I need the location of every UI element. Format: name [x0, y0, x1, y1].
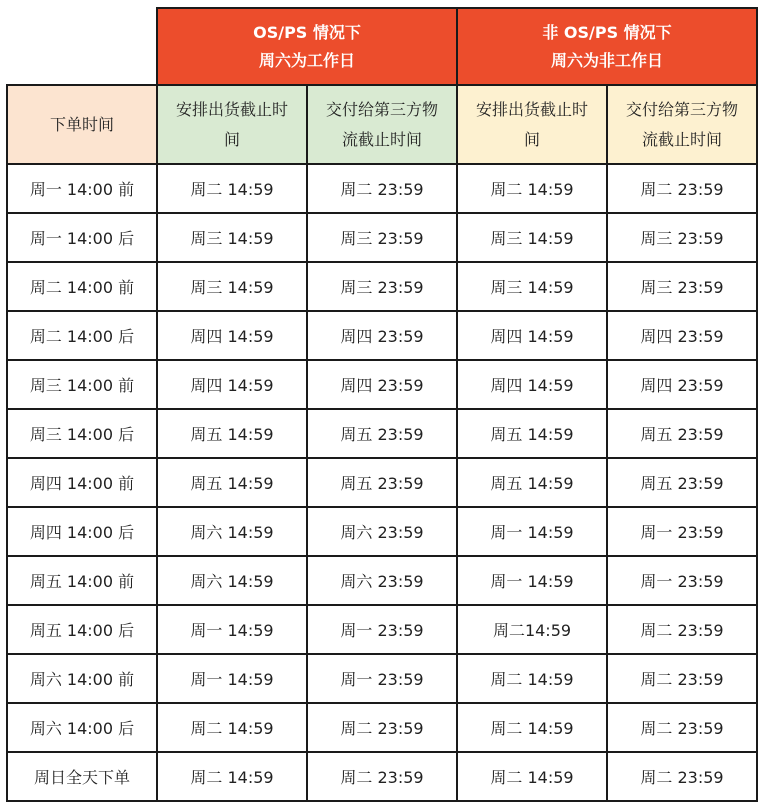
non-os-ps-handover-cutoff-cell: 周五 23:59: [607, 458, 757, 507]
os-ps-ship-cutoff-cell: 周二 14:59: [157, 703, 307, 752]
non-os-ps-handover-cutoff-cell: 周二 23:59: [607, 703, 757, 752]
os-ps-ship-cutoff-cell: 周二 14:59: [157, 164, 307, 213]
order-time-cell: 周日全天下单: [7, 752, 157, 801]
non-os-ps-handover-cutoff-cell: 周二 23:59: [607, 164, 757, 213]
os-ps-handover-cutoff-cell: 周三 23:59: [307, 213, 457, 262]
os-ps-ship-cutoff-cell: 周四 14:59: [157, 360, 307, 409]
order-time-cell: 周四 14:00 前: [7, 458, 157, 507]
table-row: [7, 213, 757, 262]
non-os-ps-ship-cutoff-cell: 周二14:59: [457, 605, 607, 654]
group-header-non-os-ps: [457, 8, 757, 85]
os-ps-handover-cutoff-cell: 周四 23:59: [307, 360, 457, 409]
os-ps-handover-cutoff-cell: 周六 23:59: [307, 556, 457, 605]
order-time-cell: 周一 14:00 前: [7, 164, 157, 213]
non-os-ps-handover-cutoff-cell: 周一 23:59: [607, 507, 757, 556]
os-ps-handover-cutoff-cell: 周一 23:59: [307, 605, 457, 654]
order-time-cell: 周五 14:00 后: [7, 605, 157, 654]
group-subtitle: 周六为非工作日: [550, 50, 663, 70]
header-label: 安排出货截止时间: [475, 99, 588, 149]
non-os-ps-handover-cutoff-cell: 周二 23:59: [607, 605, 757, 654]
non-os-ps-ship-cutoff-cell: 周三 14:59: [457, 262, 607, 311]
os-ps-handover-cutoff-cell: 周二 23:59: [307, 164, 457, 213]
order-time-cell: 周六 14:00 前: [7, 654, 157, 703]
non-os-ps-handover-cutoff-cell: 周四 23:59: [607, 360, 757, 409]
order-time-cell: 周三 14:00 前: [7, 360, 157, 409]
non-os-ps-ship-cutoff-cell: 周三 14:59: [457, 213, 607, 262]
non-os-ps-ship-cutoff-cell: 周一 14:59: [457, 556, 607, 605]
os-ps-ship-cutoff-cell: 周五 14:59: [157, 409, 307, 458]
header-label: 安排出货截止时间: [175, 99, 288, 149]
header-label: 交付给第三方物流截止时间: [625, 99, 738, 149]
non-os-ps-handover-cutoff-cell: 周五 23:59: [607, 409, 757, 458]
order-time-cell: 周五 14:00 前: [7, 556, 157, 605]
os-ps-handover-cutoff-cell: 周五 23:59: [307, 409, 457, 458]
non-os-ps-ship-cutoff-cell: 周二 14:59: [457, 703, 607, 752]
group-title: 非 OS/PS 情况下: [542, 22, 672, 42]
header-os-ps-ship-cutoff: [157, 85, 307, 164]
column-header-row: [7, 85, 757, 164]
table-row: [7, 360, 757, 409]
table-row: [7, 605, 757, 654]
non-os-ps-handover-cutoff-cell: 周三 23:59: [607, 213, 757, 262]
non-os-ps-ship-cutoff-cell: 周五 14:59: [457, 409, 607, 458]
order-time-cell: 周六 14:00 后: [7, 703, 157, 752]
non-os-ps-ship-cutoff-cell: 周四 14:59: [457, 311, 607, 360]
table-row: [7, 703, 757, 752]
non-os-ps-ship-cutoff-cell: 周二 14:59: [457, 164, 607, 213]
os-ps-ship-cutoff-cell: 周六 14:59: [157, 556, 307, 605]
os-ps-ship-cutoff-cell: 周六 14:59: [157, 507, 307, 556]
os-ps-ship-cutoff-cell: 周一 14:59: [157, 605, 307, 654]
order-time-cell: 周三 14:00 后: [7, 409, 157, 458]
group-header-os-ps: [157, 8, 457, 85]
table-row: [7, 654, 757, 703]
non-os-ps-handover-cutoff-cell: 周一 23:59: [607, 556, 757, 605]
non-os-ps-handover-cutoff-cell: 周四 23:59: [607, 311, 757, 360]
header-non-os-ps-handover-cutoff: [607, 85, 757, 164]
header-os-ps-handover-cutoff: [307, 85, 457, 164]
non-os-ps-ship-cutoff-cell: 周四 14:59: [457, 360, 607, 409]
non-os-ps-handover-cutoff-cell: 周三 23:59: [607, 262, 757, 311]
os-ps-ship-cutoff-cell: 周三 14:59: [157, 213, 307, 262]
non-os-ps-ship-cutoff-cell: 周一 14:59: [457, 507, 607, 556]
os-ps-handover-cutoff-cell: 周三 23:59: [307, 262, 457, 311]
header-order-time: 下单时间: [7, 85, 157, 164]
os-ps-ship-cutoff-cell: 周三 14:59: [157, 262, 307, 311]
order-time-cell: 周二 14:00 前: [7, 262, 157, 311]
table-row: [7, 556, 757, 605]
header-non-os-ps-ship-cutoff: [457, 85, 607, 164]
os-ps-handover-cutoff-cell: 周四 23:59: [307, 311, 457, 360]
table-row: [7, 164, 757, 213]
os-ps-ship-cutoff-cell: 周二 14:59: [157, 752, 307, 801]
order-time-cell: 周四 14:00 后: [7, 507, 157, 556]
order-time-cell: 周一 14:00 后: [7, 213, 157, 262]
os-ps-ship-cutoff-cell: 周一 14:59: [157, 654, 307, 703]
os-ps-ship-cutoff-cell: 周五 14:59: [157, 458, 307, 507]
group-subtitle: 周六为工作日: [258, 50, 355, 70]
corner-blank-cell: [7, 8, 157, 85]
table-row: [7, 752, 757, 801]
non-os-ps-handover-cutoff-cell: 周二 23:59: [607, 654, 757, 703]
os-ps-handover-cutoff-cell: 周六 23:59: [307, 507, 457, 556]
group-title: OS/PS 情况下: [253, 22, 361, 42]
os-ps-handover-cutoff-cell: 周二 23:59: [307, 703, 457, 752]
non-os-ps-ship-cutoff-cell: 周二 14:59: [457, 654, 607, 703]
os-ps-handover-cutoff-cell: 周二 23:59: [307, 752, 457, 801]
order-time-cell: 周二 14:00 后: [7, 311, 157, 360]
group-header-row: [7, 8, 757, 85]
non-os-ps-ship-cutoff-cell: 周五 14:59: [457, 458, 607, 507]
os-ps-handover-cutoff-cell: 周五 23:59: [307, 458, 457, 507]
non-os-ps-handover-cutoff-cell: 周二 23:59: [607, 752, 757, 801]
os-ps-handover-cutoff-cell: 周一 23:59: [307, 654, 457, 703]
os-ps-ship-cutoff-cell: 周四 14:59: [157, 311, 307, 360]
header-label: 交付给第三方物流截止时间: [325, 99, 438, 149]
table-row: [7, 262, 757, 311]
table-row: [7, 311, 757, 360]
table-row: [7, 507, 757, 556]
table-row: [7, 409, 757, 458]
non-os-ps-ship-cutoff-cell: 周二 14:59: [457, 752, 607, 801]
shipping-cutoff-table: [6, 7, 758, 802]
table-row: [7, 458, 757, 507]
